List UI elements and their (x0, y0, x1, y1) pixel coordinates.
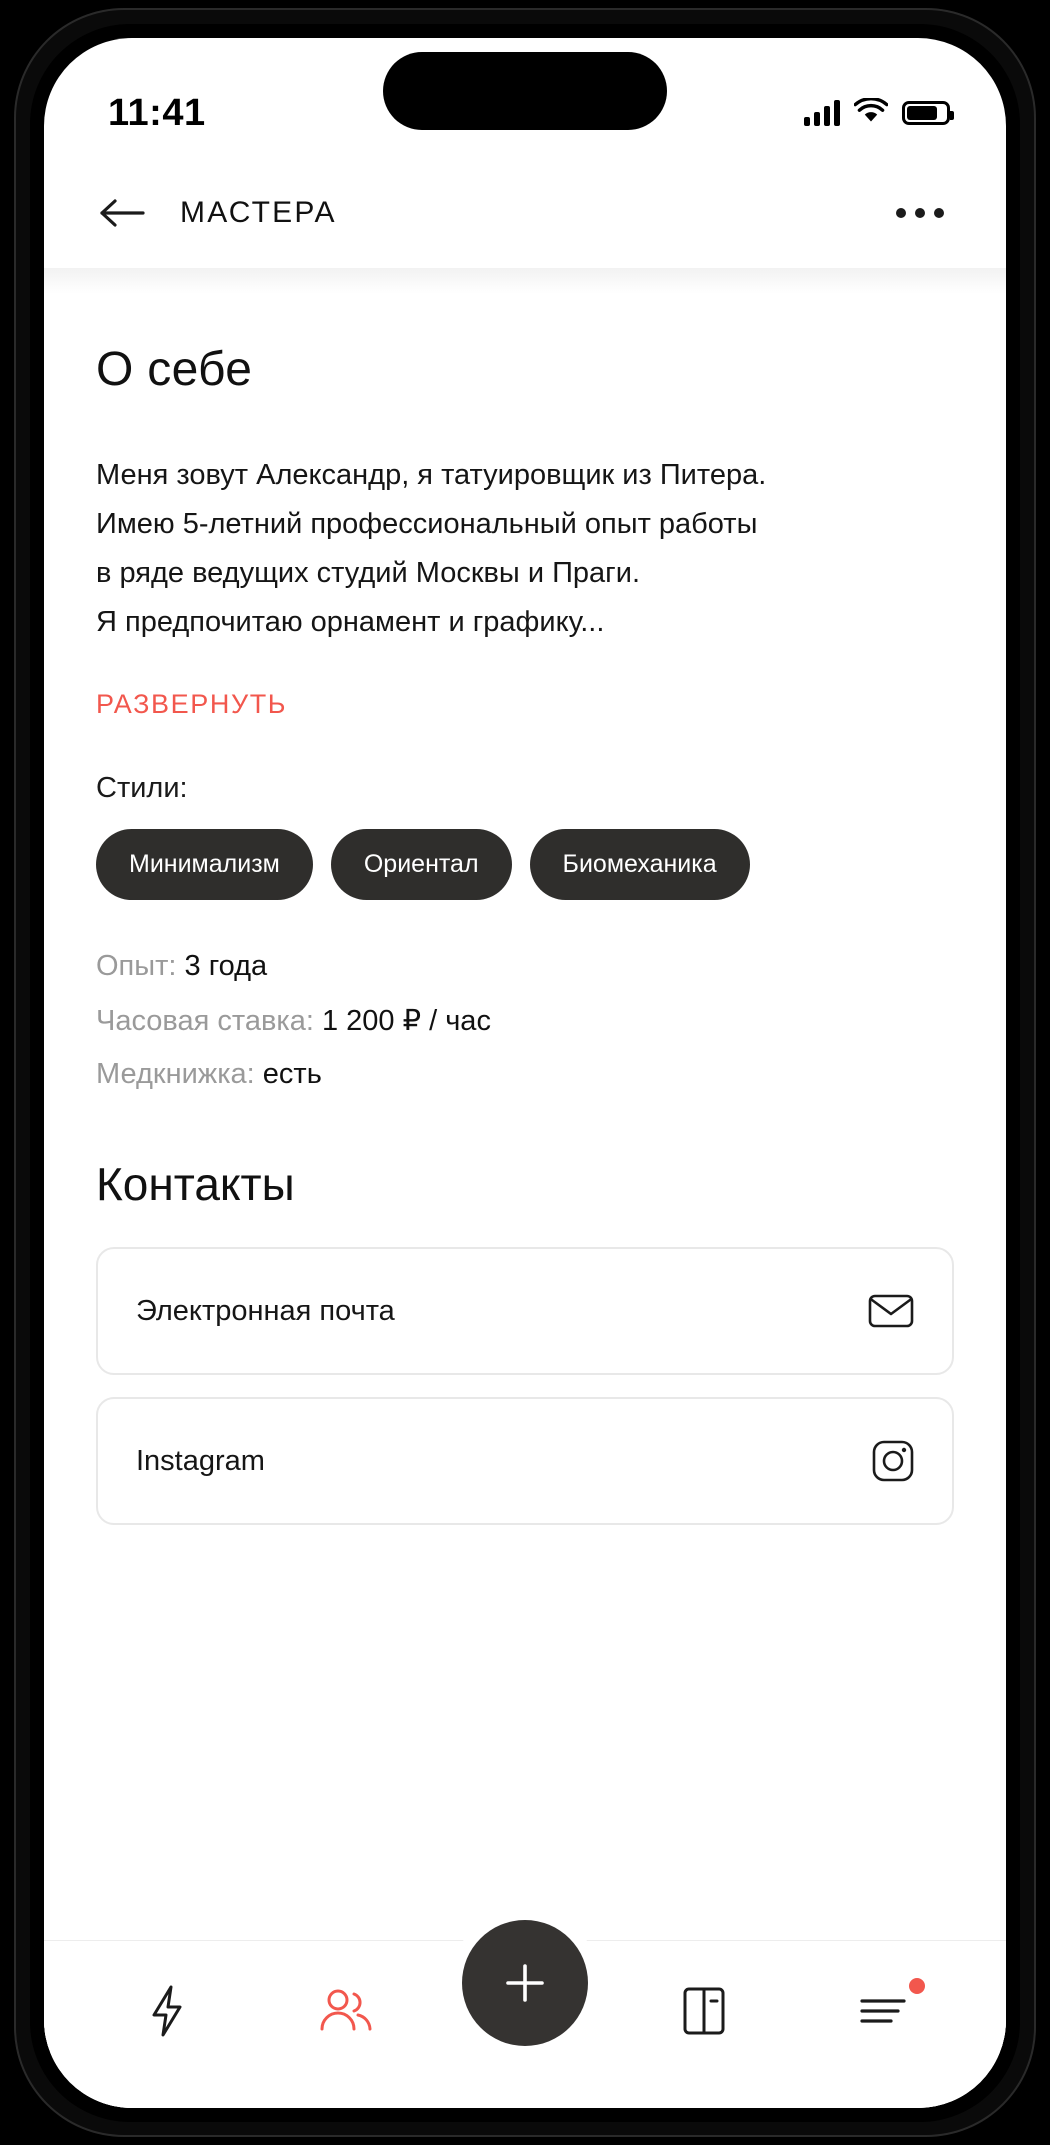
style-chip[interactable]: Ориентал (331, 829, 512, 900)
styles-label: Стили: (96, 772, 188, 804)
fact-value: есть (262, 1058, 322, 1090)
status-indicators (804, 98, 950, 129)
contact-label: Instagram (136, 1444, 265, 1477)
facts-list (96, 950, 954, 1091)
contact-item-email[interactable] (96, 1247, 954, 1375)
plus-icon (501, 1959, 549, 2007)
styles-chip-list (96, 829, 954, 900)
notification-badge (909, 1978, 925, 1994)
tab-menu[interactable] (835, 1966, 931, 2062)
main-content (44, 268, 1006, 2108)
contacts-list (96, 1247, 954, 1525)
lightning-icon (148, 1985, 186, 2042)
fact-key: Опыт: (96, 950, 177, 982)
fact-hourly-rate (96, 1003, 954, 1038)
contact-item-instagram[interactable] (96, 1397, 954, 1525)
signal-bars-icon (804, 100, 840, 126)
phone-screen (44, 38, 1006, 2108)
about-line: Имею 5-летний профессиональный опыт работы (96, 508, 758, 540)
dynamic-island (383, 52, 667, 130)
menu-icon (858, 1993, 908, 2034)
content-top-shade (44, 268, 1006, 294)
fact-key: Часовая ставка: (96, 1005, 314, 1037)
instagram-icon (872, 1440, 914, 1482)
fact-value: 3 года (184, 950, 268, 982)
status-time: 11:41 (108, 91, 206, 134)
fact-value: 1 200 ₽ / час (321, 1005, 491, 1037)
back-arrow-icon[interactable] (96, 186, 150, 240)
people-icon (318, 1987, 374, 2040)
fact-medical-book (96, 1058, 954, 1091)
book-icon (682, 1985, 726, 2042)
tab-flash[interactable] (119, 1966, 215, 2062)
tab-masters[interactable] (298, 1966, 394, 2062)
more-options-icon[interactable] (886, 198, 954, 228)
about-line: Я предпочитаю орнамент и графику... (96, 606, 605, 638)
contacts-heading: Контакты (96, 1158, 295, 1210)
mail-icon (868, 1293, 914, 1329)
page-title: МАСТЕРА (180, 196, 337, 229)
about-line: Меня зовут Александр, я татуировщик из Питера. (96, 459, 767, 491)
style-chip[interactable]: Минимализм (96, 829, 313, 900)
about-paragraph (96, 451, 954, 647)
add-button[interactable] (462, 1920, 588, 2046)
expand-button[interactable]: РАЗВЕРНУТЬ (96, 689, 288, 719)
fact-experience (96, 950, 954, 983)
style-chip[interactable]: Биомеханика (530, 829, 750, 900)
fact-key: Медкнижка: (96, 1058, 255, 1090)
wifi-icon (854, 98, 888, 129)
about-heading: О себе (96, 343, 253, 396)
battery-icon (902, 101, 950, 125)
contact-label: Электронная почта (136, 1294, 395, 1327)
about-line: в ряде ведущих студий Москвы и Праги. (96, 557, 641, 589)
tab-book[interactable] (656, 1966, 752, 2062)
nav-bar (44, 158, 1006, 268)
